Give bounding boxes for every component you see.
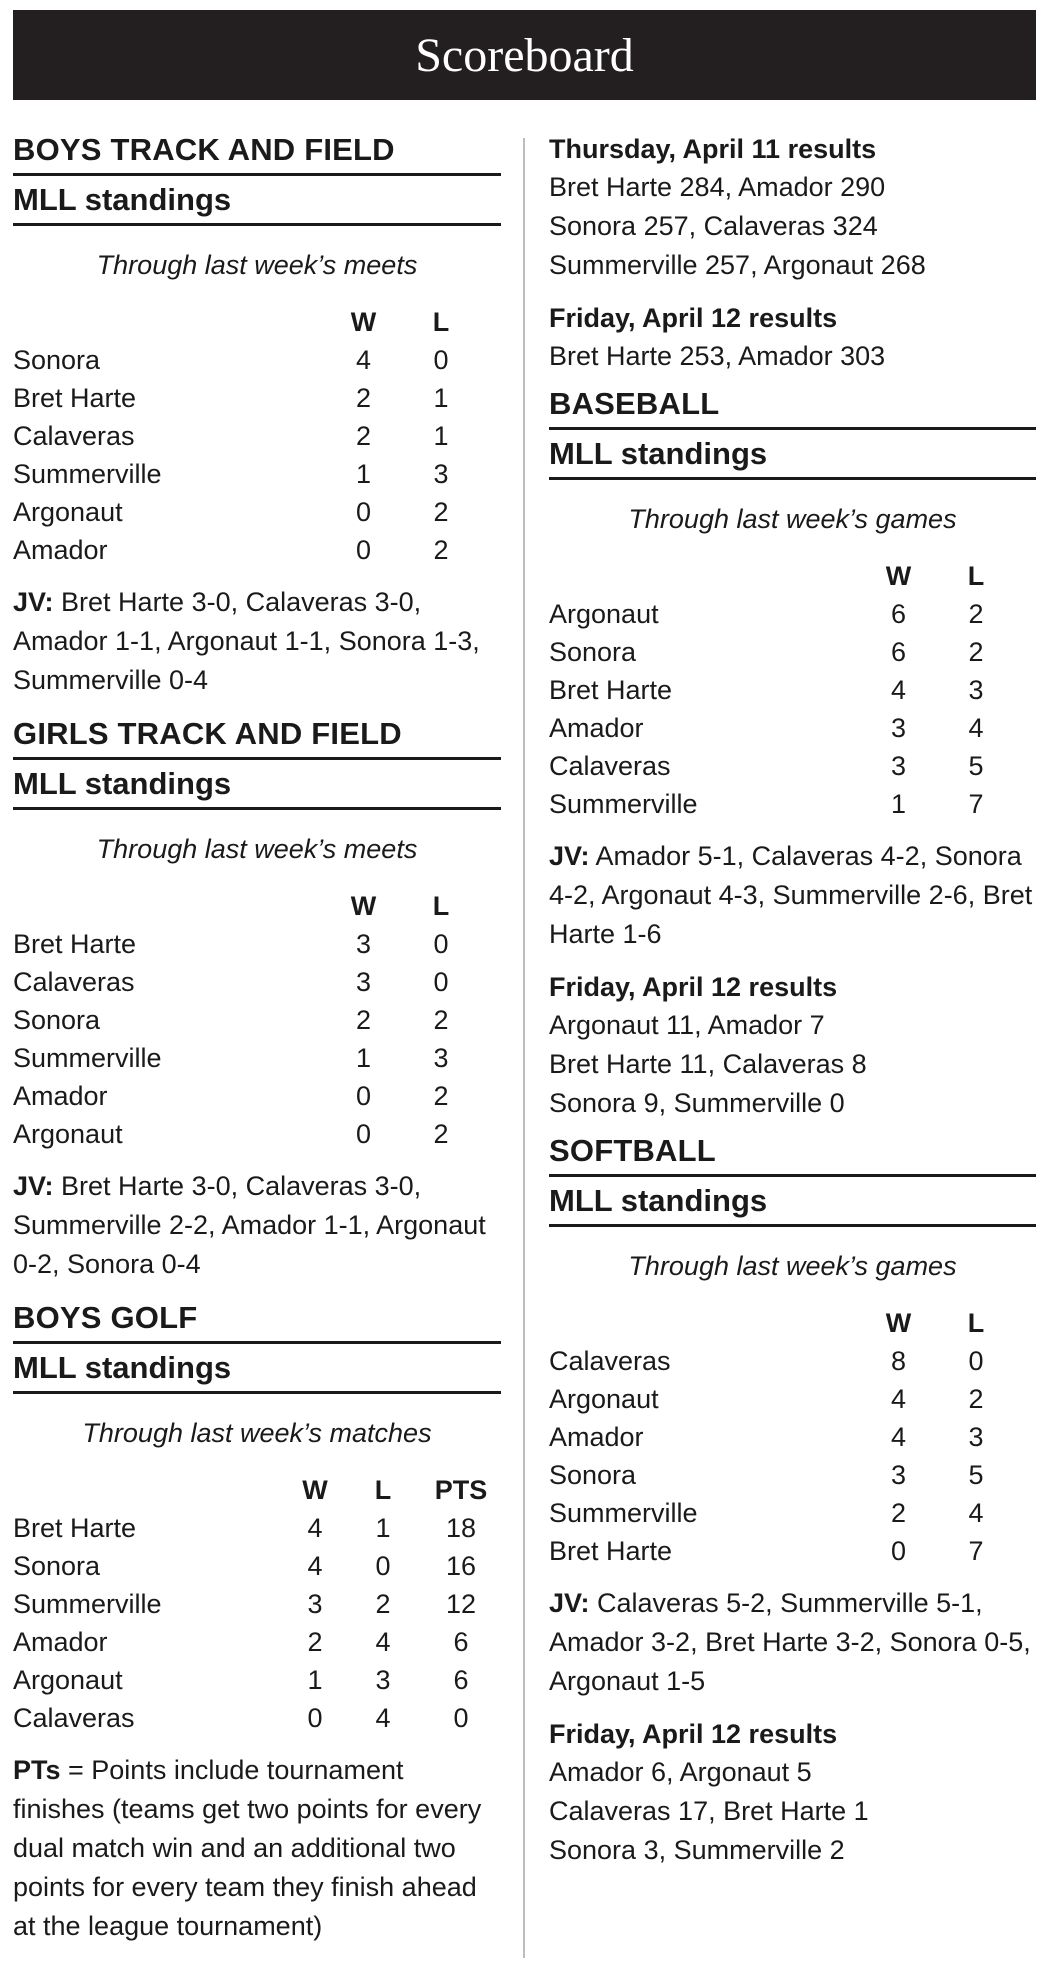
wins: 0 bbox=[355, 1081, 372, 1111]
golf-results bbox=[549, 130, 1036, 376]
team-name: Calaveras bbox=[549, 751, 671, 781]
losses: 0 bbox=[433, 929, 449, 959]
team-name: Argonaut bbox=[549, 599, 659, 629]
result-line: Bret Harte 284, Amador 290 bbox=[549, 172, 886, 202]
table-row bbox=[549, 785, 1036, 823]
losses: 0 bbox=[968, 1346, 984, 1376]
section-title: SOFTBALL bbox=[549, 1129, 1036, 1177]
table-row bbox=[13, 531, 501, 569]
wins: 3 bbox=[355, 929, 372, 959]
team-name: Bret Harte bbox=[549, 675, 673, 705]
table-row bbox=[13, 963, 501, 1001]
team-name: Amador bbox=[549, 713, 644, 743]
result-line: Bret Harte 253, Amador 303 bbox=[549, 341, 886, 371]
wins: 0 bbox=[355, 1119, 372, 1149]
losses: 7 bbox=[968, 1536, 984, 1566]
table-row bbox=[549, 671, 1036, 709]
table-row bbox=[13, 1623, 501, 1661]
wins: 1 bbox=[307, 1665, 323, 1695]
header-w: W bbox=[885, 1308, 912, 1338]
standings-title: MLL standings bbox=[13, 176, 501, 226]
result-line: Bret Harte 11, Calaveras 8 bbox=[549, 1049, 867, 1079]
losses: 0 bbox=[433, 345, 449, 375]
jv-text: Bret Harte 3-0, Calaveras 3-0, Summerville 2-2, Amador 1-1, Argonaut 0-2, Sonora 0-4 bbox=[13, 1171, 486, 1279]
losses: 3 bbox=[968, 1422, 984, 1452]
jv-summary bbox=[549, 837, 1036, 954]
standings-title: MLL standings bbox=[549, 430, 1036, 480]
wins: 0 bbox=[890, 1536, 907, 1566]
header-w: W bbox=[885, 561, 912, 591]
table-header bbox=[13, 303, 501, 341]
through-note: Through last week’s games bbox=[628, 504, 957, 534]
team-name: Bret Harte bbox=[549, 1536, 673, 1566]
losses: 4 bbox=[968, 1498, 984, 1528]
softball-section bbox=[549, 1129, 1036, 1870]
team-name: Argonaut bbox=[549, 1384, 659, 1414]
table-row bbox=[549, 709, 1036, 747]
losses: 3 bbox=[968, 675, 984, 705]
points: 16 bbox=[445, 1551, 477, 1581]
table-row bbox=[549, 1418, 1036, 1456]
boys-track-section bbox=[13, 128, 501, 700]
column-divider bbox=[523, 138, 525, 1958]
losses: 2 bbox=[433, 1005, 449, 1035]
table-row bbox=[13, 341, 501, 379]
losses: 3 bbox=[433, 459, 449, 489]
note-text: = Points include tournament finishes (teams get two points for every dual match win and an additional two points for every team they finish ahead at the league tournament) bbox=[13, 1755, 482, 1941]
jv-summary bbox=[13, 1167, 501, 1284]
wins: 1 bbox=[890, 789, 907, 819]
wins: 4 bbox=[890, 1384, 907, 1414]
header-l: L bbox=[967, 561, 985, 591]
team-name: Calaveras bbox=[13, 967, 135, 997]
wins: 6 bbox=[890, 637, 907, 667]
left-column bbox=[13, 128, 501, 1958]
header-l: L bbox=[432, 307, 450, 337]
wins: 3 bbox=[307, 1589, 323, 1619]
table-header bbox=[549, 557, 1036, 595]
table-row bbox=[549, 1532, 1036, 1570]
wins: 0 bbox=[307, 1703, 323, 1733]
table-header bbox=[549, 1304, 1036, 1342]
results-heading: Friday, April 12 results bbox=[549, 1719, 838, 1749]
jv-label: JV: bbox=[13, 587, 54, 617]
table-row bbox=[13, 1001, 501, 1039]
losses: 7 bbox=[968, 789, 984, 819]
standings-title: MLL standings bbox=[549, 1177, 1036, 1227]
team-name: Summerville bbox=[13, 1589, 162, 1619]
losses: 4 bbox=[968, 713, 984, 743]
table-row bbox=[549, 1456, 1036, 1494]
result-line: Calaveras 17, Bret Harte 1 bbox=[549, 1796, 869, 1826]
jv-summary bbox=[549, 1584, 1036, 1701]
table-header bbox=[13, 1471, 501, 1509]
result-line: Sonora 3, Summerville 2 bbox=[549, 1835, 845, 1865]
losses: 2 bbox=[433, 1081, 449, 1111]
result-line: Summerville 257, Argonaut 268 bbox=[549, 250, 926, 280]
table-row bbox=[13, 1699, 501, 1737]
team-name: Argonaut bbox=[13, 1119, 123, 1149]
girls-track-section bbox=[13, 712, 501, 1284]
table-row bbox=[13, 493, 501, 531]
wins: 3 bbox=[890, 713, 907, 743]
losses: 4 bbox=[375, 1627, 391, 1657]
points: 6 bbox=[453, 1627, 469, 1657]
table-row bbox=[13, 1509, 501, 1547]
team-name: Sonora bbox=[549, 637, 637, 667]
section-title: BOYS GOLF bbox=[13, 1296, 501, 1344]
losses: 2 bbox=[433, 1119, 449, 1149]
table-row bbox=[549, 1494, 1036, 1532]
team-name: Bret Harte bbox=[13, 383, 137, 413]
result-line: Sonora 257, Calaveras 324 bbox=[549, 211, 878, 241]
through-note: Through last week’s matches bbox=[82, 1418, 432, 1448]
section-title: BOYS TRACK AND FIELD bbox=[13, 128, 501, 176]
table-row bbox=[13, 1547, 501, 1585]
jv-text: Calaveras 5-2, Summerville 5-1, Amador 3-2, Bret Harte 3-2, Sonora 0-5, Argonaut 1-5 bbox=[549, 1588, 1031, 1696]
table-row bbox=[549, 633, 1036, 671]
wins: 0 bbox=[355, 497, 372, 527]
losses: 3 bbox=[375, 1665, 391, 1695]
losses: 2 bbox=[433, 535, 449, 565]
standings-title: MLL standings bbox=[13, 760, 501, 810]
jv-summary bbox=[13, 583, 501, 700]
team-name: Argonaut bbox=[13, 1665, 123, 1695]
table-row bbox=[549, 1380, 1036, 1418]
header-l: L bbox=[967, 1308, 985, 1338]
table-row bbox=[13, 1585, 501, 1623]
through-note: Through last week’s meets bbox=[96, 834, 418, 864]
team-name: Summerville bbox=[13, 459, 162, 489]
note-label: PTs bbox=[13, 1755, 61, 1785]
wins: 3 bbox=[355, 967, 372, 997]
team-name: Amador bbox=[549, 1422, 644, 1452]
table-row bbox=[13, 1039, 501, 1077]
banner-title: Scoreboard bbox=[415, 28, 634, 82]
losses: 4 bbox=[375, 1703, 391, 1733]
through-note: Through last week’s games bbox=[628, 1251, 957, 1281]
table-row bbox=[13, 1077, 501, 1115]
table-row bbox=[13, 455, 501, 493]
losses: 2 bbox=[433, 497, 449, 527]
losses: 2 bbox=[968, 637, 984, 667]
header-w: W bbox=[302, 1475, 328, 1505]
header-w: W bbox=[350, 891, 377, 921]
section-title: BASEBALL bbox=[549, 382, 1036, 430]
losses: 1 bbox=[375, 1513, 391, 1543]
jv-text: Bret Harte 3-0, Calaveras 3-0, Amador 1-1, Argonaut 1-1, Sonora 1-3, Summerville 0-4 bbox=[13, 587, 480, 695]
result-line: Argonaut 11, Amador 7 bbox=[549, 1010, 825, 1040]
wins: 3 bbox=[890, 1460, 907, 1490]
header-l: L bbox=[432, 891, 450, 921]
wins: 2 bbox=[355, 383, 372, 413]
team-name: Summerville bbox=[549, 1498, 698, 1528]
wins: 1 bbox=[355, 459, 372, 489]
table-row bbox=[13, 925, 501, 963]
baseball-section bbox=[549, 382, 1036, 1123]
jv-label: JV: bbox=[549, 841, 590, 871]
wins: 6 bbox=[890, 599, 907, 629]
losses: 0 bbox=[375, 1551, 391, 1581]
team-name: Sonora bbox=[549, 1460, 637, 1490]
results-heading: Friday, April 12 results bbox=[549, 972, 838, 1002]
team-name: Amador bbox=[13, 1081, 108, 1111]
wins: 8 bbox=[890, 1346, 907, 1376]
points: 12 bbox=[445, 1589, 477, 1619]
team-name: Bret Harte bbox=[13, 929, 137, 959]
wins: 4 bbox=[307, 1551, 323, 1581]
team-name: Sonora bbox=[13, 1551, 101, 1581]
table-row bbox=[13, 1661, 501, 1699]
header-pts: PTS bbox=[434, 1475, 488, 1505]
through-note: Through last week’s meets bbox=[96, 250, 418, 280]
wins: 4 bbox=[355, 345, 372, 375]
wins: 2 bbox=[355, 421, 372, 451]
team-name: Calaveras bbox=[549, 1346, 671, 1376]
jv-text: Amador 5-1, Calaveras 4-2, Sonora 4-2, Argonaut 4-3, Summerville 2-6, Bret Harte 1-6 bbox=[549, 841, 1033, 949]
standings-title: MLL standings bbox=[13, 1344, 501, 1394]
losses: 1 bbox=[433, 383, 449, 413]
result-line: Sonora 9, Summerville 0 bbox=[549, 1088, 845, 1118]
results-heading: Friday, April 12 results bbox=[549, 303, 838, 333]
table-header bbox=[13, 887, 501, 925]
losses: 5 bbox=[968, 1460, 984, 1490]
losses: 0 bbox=[433, 967, 449, 997]
wins: 1 bbox=[355, 1043, 372, 1073]
wins: 2 bbox=[890, 1498, 907, 1528]
losses: 2 bbox=[375, 1589, 391, 1619]
team-name: Amador bbox=[13, 1627, 108, 1657]
wins: 3 bbox=[890, 751, 907, 781]
team-name: Calaveras bbox=[13, 421, 135, 451]
losses: 2 bbox=[968, 1384, 984, 1414]
section-title: GIRLS TRACK AND FIELD bbox=[13, 712, 501, 760]
table-row bbox=[549, 595, 1036, 633]
table-row bbox=[549, 1342, 1036, 1380]
wins: 2 bbox=[355, 1005, 372, 1035]
wins: 4 bbox=[890, 675, 907, 705]
points: 0 bbox=[453, 1703, 469, 1733]
losses: 1 bbox=[433, 421, 449, 451]
team-name: Sonora bbox=[13, 345, 101, 375]
points-note bbox=[13, 1751, 501, 1946]
jv-label: JV: bbox=[13, 1171, 54, 1201]
right-column bbox=[549, 128, 1036, 1870]
scoreboard-banner bbox=[13, 10, 1036, 100]
table-row bbox=[13, 417, 501, 455]
points: 6 bbox=[453, 1665, 469, 1695]
team-name: Sonora bbox=[13, 1005, 101, 1035]
team-name: Summerville bbox=[549, 789, 698, 819]
result-line: Amador 6, Argonaut 5 bbox=[549, 1757, 812, 1787]
table-row bbox=[13, 1115, 501, 1153]
wins: 4 bbox=[307, 1513, 323, 1543]
team-name: Argonaut bbox=[13, 497, 123, 527]
team-name: Summerville bbox=[13, 1043, 162, 1073]
boys-golf-section bbox=[13, 1296, 501, 1946]
team-name: Amador bbox=[13, 535, 108, 565]
points: 18 bbox=[445, 1513, 477, 1543]
jv-label: JV: bbox=[549, 1588, 590, 1618]
team-name: Calaveras bbox=[13, 1703, 135, 1733]
wins: 4 bbox=[890, 1422, 907, 1452]
wins: 2 bbox=[307, 1627, 323, 1657]
losses: 5 bbox=[968, 751, 984, 781]
header-w: W bbox=[350, 307, 377, 337]
losses: 2 bbox=[968, 599, 984, 629]
table-row bbox=[549, 747, 1036, 785]
results-heading: Thursday, April 11 results bbox=[549, 134, 877, 164]
team-name: Bret Harte bbox=[13, 1513, 137, 1543]
table-row bbox=[13, 379, 501, 417]
wins: 0 bbox=[355, 535, 372, 565]
header-l: L bbox=[374, 1475, 392, 1505]
losses: 3 bbox=[433, 1043, 449, 1073]
